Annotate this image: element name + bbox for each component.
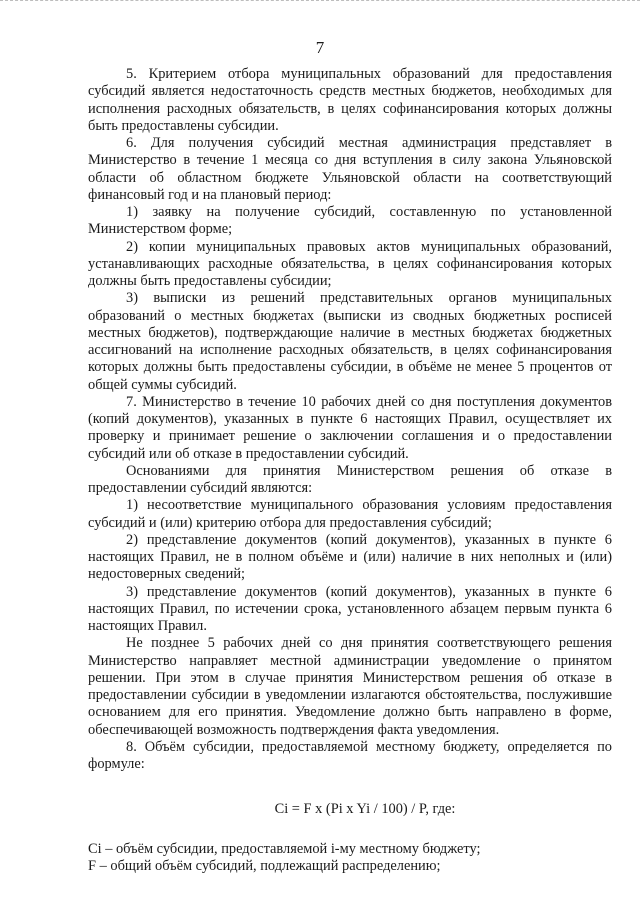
refusal-ground-1: 1) несоответствие муниципального образования условиям предоставления субсидий и (или) критерию отбора для предоставления субсидий; [88, 497, 612, 531]
paragraph-6: 6. Для получения субсидий местная администрация представляет в Министерство в течение 1 месяца со дня вступления в силу закона Ульяновской области об областном бюджете Ульяновской области на соответствующий финансовый год и на плановый период: [88, 135, 612, 203]
paragraph-5: 5. Критерием отбора муниципальных образований для предоставления субсидий является недостаточность средств местных бюджетов, необходимых для исполнения расходных обязательств, в целях софинансирования которых должны быть предоставлены субсидии. [88, 66, 612, 134]
page-number: 7 [315, 38, 325, 57]
refusal-ground-3: 3) представление документов (копий документов), указанных в пункте 6 настоящих Правил, по истечении срока, установленного абзацем первым пункта 6 настоящих Правил. [88, 583, 612, 634]
notification-paragraph: Не позднее 5 рабочих дней со дня принятия соответствующего решения Министерство направляет местной администрации уведомление о принятом решении. При этом в случае принятия Министерством решения об отказе в предоставлении субсидии в уведомлении излагаются обстоятельства, послужившие основанием для его принятия. Уведомление должно быть направлено в форме, обеспечивающей возможность подтверждения факта уведомления. [88, 635, 612, 738]
definition-ci: Ci – объём субсидии, предоставляемой i-му местному бюджету; [88, 840, 481, 857]
refusal-ground-2: 2) представление документов (копий документов), указанных в пункте 6 настоящих Правил, не в полном объёме и (или) наличие в них неполных и (или) недостоверных сведений; [88, 531, 612, 583]
paragraph-8: 8. Объём субсидии, предоставляемой местному бюджету, определяется по формуле: [88, 738, 612, 772]
paragraph-6-item-2: 2) копии муниципальных правовых актов муниципальных образований, устанавливающих расходные обязательства, в целях софинансирования которых должны быть предоставлены субсидии; [88, 238, 612, 289]
refusal-grounds-intro: Основаниями для принятия Министерством решения об отказе в предоставлении субсидий являются: [88, 462, 612, 496]
paragraph-7: 7. Министерство в течение 10 рабочих дней со дня поступления документов (копий документов), указанных в пункте 6 настоящих Правил, осуществляет их проверку и принимает решение о заключении соглашения и о предоставлении субсидий или об отказе в предоставлении субсидий. [88, 393, 612, 462]
paragraph-6-item-1: 1) заявку на получение субсидий, составленную по установленной Министерством форме; [88, 204, 612, 238]
paragraph-6-item-3: 3) выписки из решений представительных органов муниципальных образований о местных бюджетах (выписки из сводных бюджетных росписей местных бюджетов), подтверждающие наличие в местных бюджетах бюджетных ассигнований на исполнение расходных обязательств, в целях софинансирования которых должны быть предоставлены субсидии, в объёме не менее 5 процентов от общей суммы субсидий. [88, 290, 612, 393]
subsidy-formula: Ci = F x (Pi x Yi / 100) / P, где: [274, 801, 456, 818]
document-body [88, 66, 612, 875]
scan-top-edge [0, 0, 640, 15]
definition-f: F – общий объём субсидий, подлежащий распределению; [88, 857, 441, 874]
